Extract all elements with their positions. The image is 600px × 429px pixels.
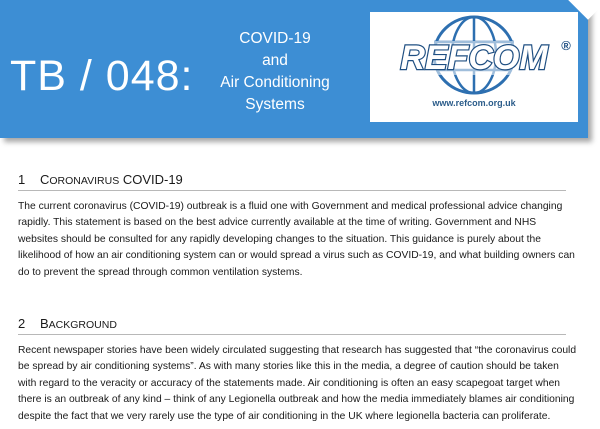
header-banner bbox=[0, 0, 588, 138]
heading-rest: ACKGROUND bbox=[48, 319, 117, 331]
logo-url: www.refcom.org.uk bbox=[432, 98, 516, 108]
registered-mark: ® bbox=[561, 38, 571, 53]
section-heading-coronavirus bbox=[18, 172, 566, 191]
heading-initial: B bbox=[40, 316, 49, 331]
refcom-logo bbox=[370, 12, 578, 122]
title-line: Air Conditioning bbox=[220, 74, 330, 91]
section-body-background: Recent newspaper stories have been widely circulated suggesting that research has suggested that “the coronavirus could be spread by air conditioning systems”. As with many stories like this in the media, a degree of caution should be taken with regard to the veracity or accuracy of the statements made. Air conditioning is often an easy scapegoat target when there is an outbreak of any kind – think of any Legionella outbreak and how the media immediately blames air conditioning despite the fact that we very rarely use the type of air conditioning in the UK where legionella bacteria can proliferate. bbox=[18, 345, 577, 422]
title-line: Systems bbox=[245, 96, 305, 113]
title-line: COVID-19 bbox=[239, 30, 311, 47]
heading-rest: ORONAVIRUS bbox=[49, 175, 120, 187]
document-title bbox=[200, 28, 350, 116]
section-number: 1 bbox=[18, 172, 26, 187]
section-heading-background bbox=[18, 316, 566, 335]
refcom-logo-graphic bbox=[370, 12, 578, 98]
heading-initial: C bbox=[40, 172, 50, 187]
logo-wordmark: REFCOM bbox=[400, 39, 548, 77]
section-body-coronavirus: The current coronavirus (COVID-19) outbreak is a fluid one with Government and medical professional advice changing rapidly. This statement is based on the best advice currently available at the time of writing. Government and NHS websites should be consulted for any rapidly developing changes to the situation. This guidance is purely about the likelihood of how an air conditioning system can or would spread a virus such as COVID-19, and what building owners can do to prevent the spread through common ventilation systems. bbox=[18, 201, 575, 278]
heading-suffix: COVID-19 bbox=[119, 172, 183, 187]
document-number: TB / 048: bbox=[10, 52, 194, 100]
title-line: and bbox=[262, 52, 288, 69]
section-number: 2 bbox=[18, 316, 26, 331]
